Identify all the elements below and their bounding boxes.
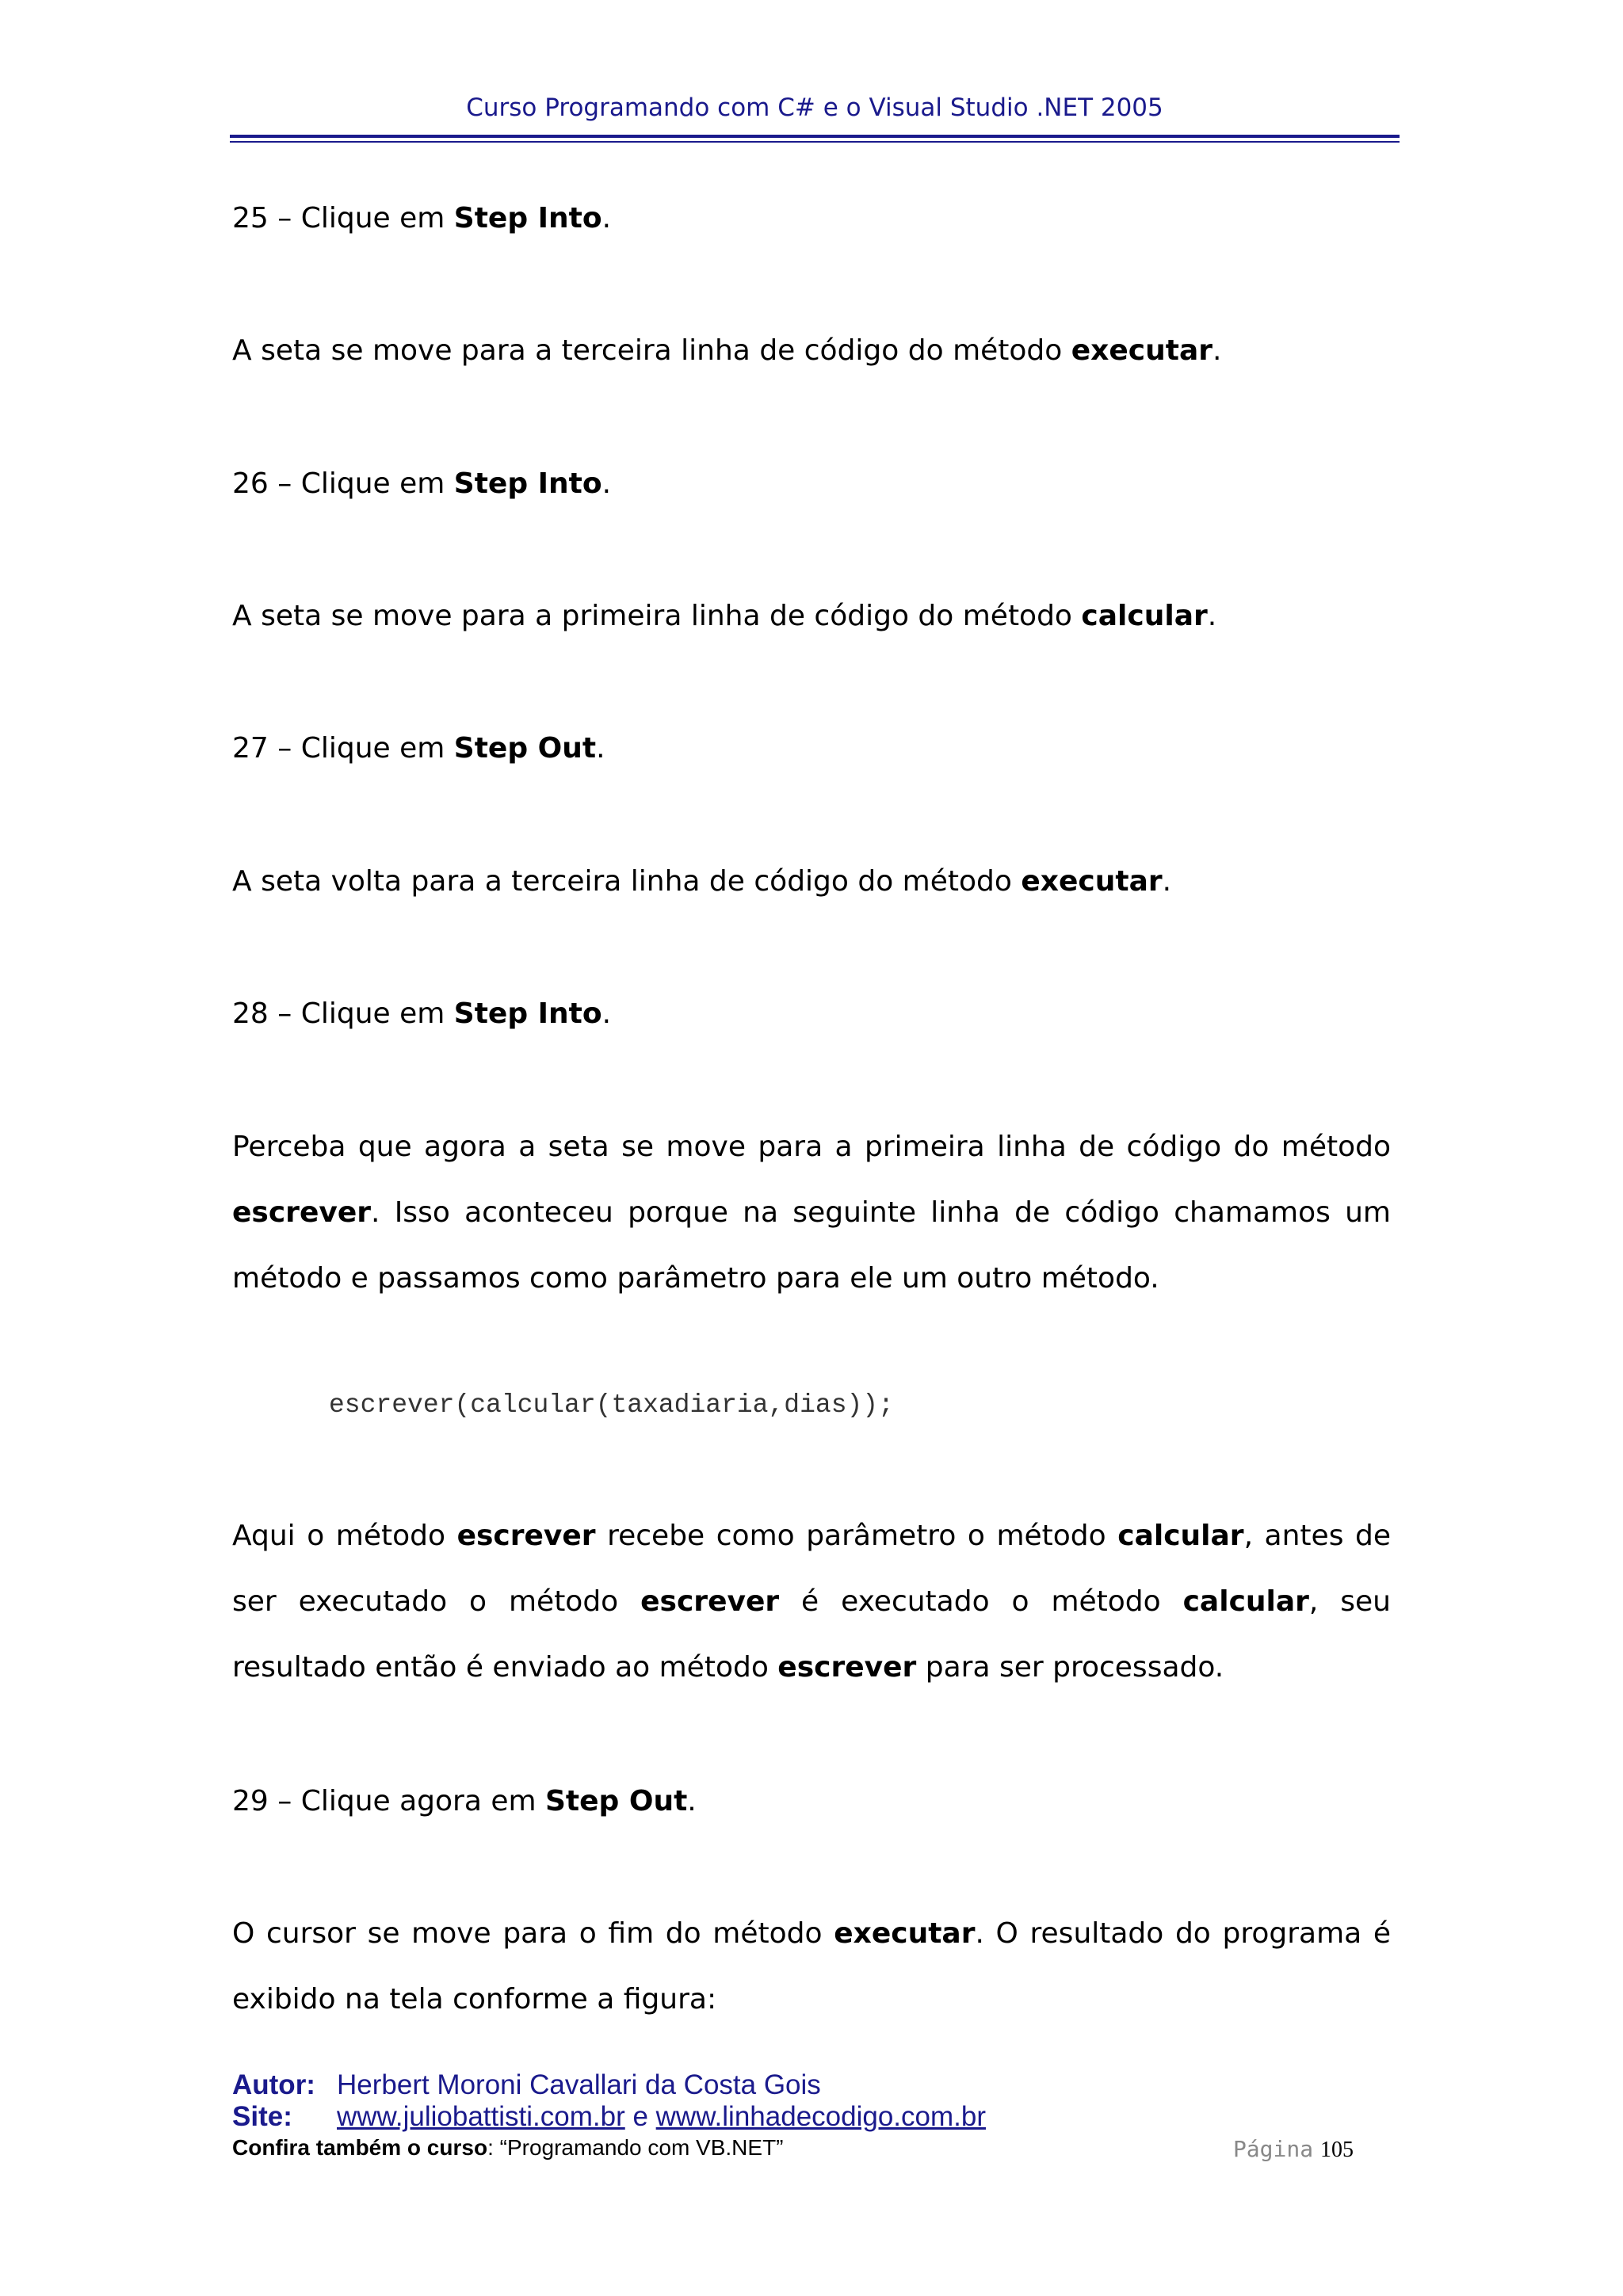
text-run: Aqui o método (232, 1520, 457, 1552)
text-run: A seta se move para a primeira linha de código do método (232, 600, 1082, 632)
text-run: . (601, 202, 612, 235)
bold-term: Step Out (545, 1785, 688, 1817)
footer-course-row (232, 2134, 986, 2161)
text-run: é executado o método (779, 1585, 1183, 1618)
bold-term: Step Out (453, 732, 597, 765)
text-run: 26 – Clique em (232, 467, 454, 500)
footer (232, 2069, 986, 2161)
text-run: , seu resultado então é enviado ao método (232, 1585, 1391, 1684)
page-label: Página (1232, 2136, 1314, 2162)
paragraph-seta-volta (232, 849, 1391, 914)
text-run: . (687, 1785, 697, 1817)
text-run: Perceba que agora a seta se move para a primeira linha de código do método (232, 1131, 1391, 1163)
paragraph-step-28 (232, 981, 1391, 1047)
bold-term: escrever (232, 1196, 371, 1229)
bold-term: Step Into (453, 997, 602, 1030)
text-run: 29 – Clique agora em (232, 1785, 545, 1817)
text-run: 28 – Clique em (232, 997, 454, 1030)
bold-term: calcular (1081, 600, 1208, 632)
site-separator: e (624, 2101, 656, 2132)
text-run: . (601, 467, 612, 500)
paragraph-cursor (232, 1901, 1391, 2032)
bold-term: calcular (1117, 1520, 1244, 1552)
text-run: . (1162, 865, 1172, 898)
bold-term: escrever (777, 1651, 917, 1684)
text-run: A seta volta para a terceira linha de código do método (232, 865, 1022, 898)
site-link-linhadecodigo[interactable]: www.linhadecodigo.com.br (655, 2101, 986, 2132)
text-run: 25 – Clique em (232, 202, 454, 235)
text-run: recebe como parâmetro o método (595, 1520, 1118, 1552)
bold-term: calcular (1182, 1585, 1309, 1618)
footer-site-row (232, 2101, 986, 2133)
bold-term: escrever (456, 1520, 596, 1552)
author-name: Herbert Moroni Cavallari da Costa Gois (337, 2069, 821, 2100)
text-run: . O resultado do programa é exibido na tela conforme a figura: (232, 1917, 1391, 2016)
paragraph-step-27 (232, 715, 1391, 781)
header-rule-thin (230, 141, 1400, 143)
bold-term: executar (1021, 865, 1163, 898)
paragraph-step-25 (232, 185, 1391, 251)
code-line: escrever(calcular(taxadiaria,dias)); (329, 1390, 894, 1420)
text-run: , antes de ser executado o método (232, 1520, 1391, 1618)
paragraph-aqui (232, 1503, 1391, 1700)
bold-term: Step Into (453, 467, 602, 500)
text-run: . (596, 732, 605, 765)
course-label: Confira também o curso (232, 2135, 488, 2160)
paragraph-step-29 (232, 1768, 1391, 1834)
text-run: . (1212, 334, 1222, 367)
text-run: . Isso aconteceu porque na seguinte linha de código chamamos um método e passamos como parâmetro para ele um outro método. (232, 1196, 1391, 1295)
author-label: Autor: (232, 2069, 315, 2100)
text-run: para ser processado. (916, 1651, 1224, 1684)
page-number-value: 105 (1320, 2138, 1354, 2162)
bold-term: escrever (640, 1585, 780, 1618)
paragraph-perceba (232, 1114, 1391, 1311)
text-run: O cursor se move para o fim do método (232, 1917, 834, 1950)
bold-term: executar (834, 1917, 976, 1950)
header-rule (230, 135, 1400, 138)
site-label: Site: (232, 2101, 292, 2132)
paragraph-step-26 (232, 451, 1391, 517)
bold-term: Step Into (453, 202, 602, 235)
course-text: : “Programando com VB.NET” (487, 2135, 784, 2160)
site-link-juliobattisti[interactable]: www.juliobattisti.com.br (337, 2101, 625, 2132)
bold-term: executar (1071, 334, 1213, 367)
header-title: Curso Programando com C# e o Visual Studio .NET 2005 (466, 93, 1163, 122)
paragraph-seta-terceira (232, 318, 1391, 383)
text-run: A seta se move para a terceira linha de código do método (232, 334, 1071, 367)
text-run: . (601, 997, 612, 1030)
footer-author-row (232, 2069, 986, 2101)
page-number (1233, 2136, 1354, 2163)
text-run: . (1207, 600, 1217, 632)
text-run: 27 – Clique em (232, 732, 454, 765)
paragraph-seta-primeira (232, 583, 1391, 649)
